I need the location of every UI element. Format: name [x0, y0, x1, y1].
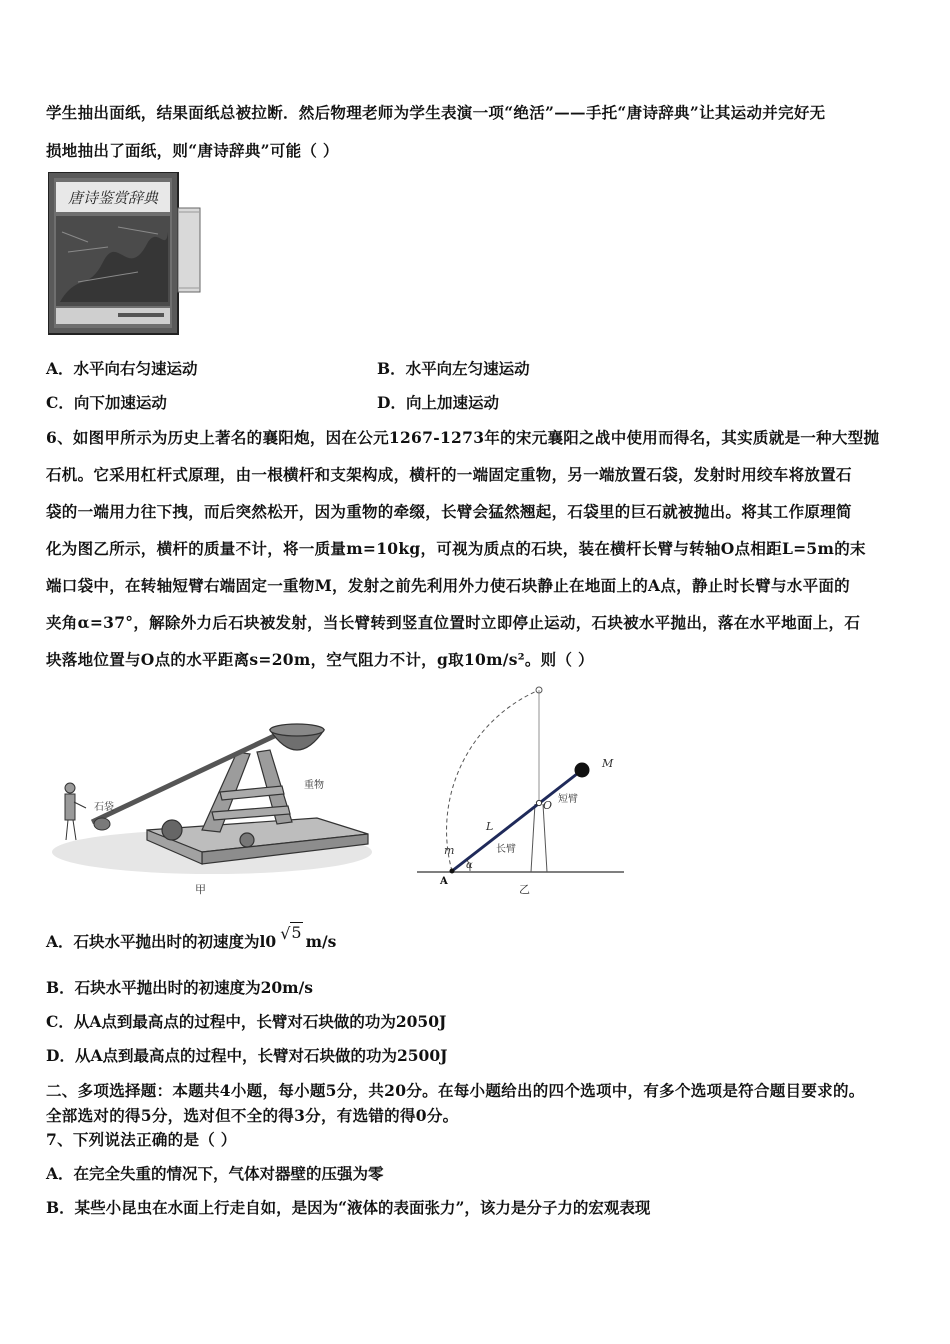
label-M: M — [602, 757, 614, 770]
label-O: O — [543, 799, 553, 812]
q6-option-a-unit: m/s — [305, 932, 337, 951]
label-A: A — [440, 876, 448, 887]
q7-option-b: B．某些小昆虫在水面上行走自如，是因为“液体的表面张力”，该力是分子力的宏观表现 — [46, 1198, 651, 1217]
q6-line-5: 端口袋中，在转轴短臂右端固定一重物M，发射之前先利用外力使石块静止在地面上的A点，静止时长臂与水平面的 — [46, 576, 850, 595]
label-L: L — [486, 820, 494, 833]
lever-diagram — [412, 682, 632, 896]
sqrt-radicand: 5 — [291, 923, 302, 942]
figure-yi — [412, 682, 632, 900]
q7-option-a: A．在完全失重的情况下，气体对器壁的压强为零 — [46, 1164, 384, 1183]
book-title: 唐诗鉴赏辞典 — [67, 189, 159, 207]
q6-line-3: 袋的一端用力往下拽，而后突然松开，因为重物的牵缀，长臂会猛然翘起，石袋里的巨石就被抛出。将其工作原理简 — [46, 502, 852, 521]
q5-option-c: C．向下加速运动 — [46, 393, 167, 412]
label-long-arm: 长臂 — [496, 844, 516, 855]
book-figure — [48, 172, 208, 342]
caption-yi: 乙 — [519, 883, 530, 896]
figure-jia — [52, 712, 374, 906]
q5-option-b: B．水平向左匀速运动 — [377, 359, 530, 378]
q6-option-c: C．从A点到最高点的过程中，长臂对石块做的功为2050J — [46, 1012, 447, 1031]
q6-option-d: D．从A点到最高点的过程中，长臂对石块做的功为2500J — [46, 1046, 448, 1065]
q6-option-a — [46, 923, 337, 952]
sqrt-symbol: √ — [280, 924, 291, 943]
caption-jia: 甲 — [195, 883, 206, 896]
q6-line-2: 石机。它采用杠杆式原理，由一根横杆和支架构成，横杆的一端固定重物，另一端放置石袋，发射时用绞车将放置石 — [46, 465, 852, 484]
q5-option-a: A．水平向右匀速运动 — [46, 359, 198, 378]
q6-line-6: 夹角α=37°，解除外力后石块被发射，当长臂转到竖直位置时立即停止运动，石块被水平抛出，落在水平地面上，石 — [46, 613, 861, 632]
q6-option-a-text: A．石块水平抛出时的初速度为l0 — [46, 932, 277, 951]
label-short-arm: 短臂 — [558, 794, 578, 805]
label-alpha: α — [466, 860, 473, 871]
sqrt-expression — [280, 923, 302, 951]
trebuchet-illustration — [52, 712, 374, 902]
section2-line-1: 二、多项选择题：本题共4小题，每小题5分，共20分。在每小题给出的四个选项中，有多个选项是符合题目要求的。 — [46, 1081, 865, 1100]
label-heavy-weight: 重物 — [304, 780, 324, 791]
q6-option-b: B．石块水平抛出时的初速度为20m/s — [46, 978, 313, 997]
q6-line-7: 块落地位置与O点的水平距离s=20m，空气阻力不计，g取10m/s²。则（ ） — [46, 650, 594, 669]
section2-line-2: 全部选对的得5分，选对但不全的得3分，有选错的得0分。 — [46, 1106, 459, 1125]
q7-stem: 7、下列说法正确的是（ ） — [46, 1130, 237, 1149]
q6-line-4: 化为图乙所示，横杆的质量不计，将一质量m=10kg，可视为质点的石块，装在横杆长臂与转轴O点相距L=5m的末 — [46, 539, 866, 558]
intro-line-2: 损地抽出了面纸，则“唐诗辞典”可能（ ） — [46, 141, 339, 160]
label-m: m — [444, 844, 455, 857]
book-image — [48, 172, 208, 338]
q5-option-d: D．向上加速运动 — [377, 393, 499, 412]
label-stone-bag: 石袋 — [94, 802, 114, 813]
intro-line-1: 学生抽出面纸，结果面纸总被拉断．然后物理老师为学生表演一项“绝活”——手托“唐诗辞典”让其运动并完好无 — [46, 103, 826, 122]
q6-line-1: 6、如图甲所示为历史上著名的襄阳炮，因在公元1267-1273年的宋元襄阳之战中使用而得名，其实质就是一种大型抛 — [46, 428, 880, 447]
